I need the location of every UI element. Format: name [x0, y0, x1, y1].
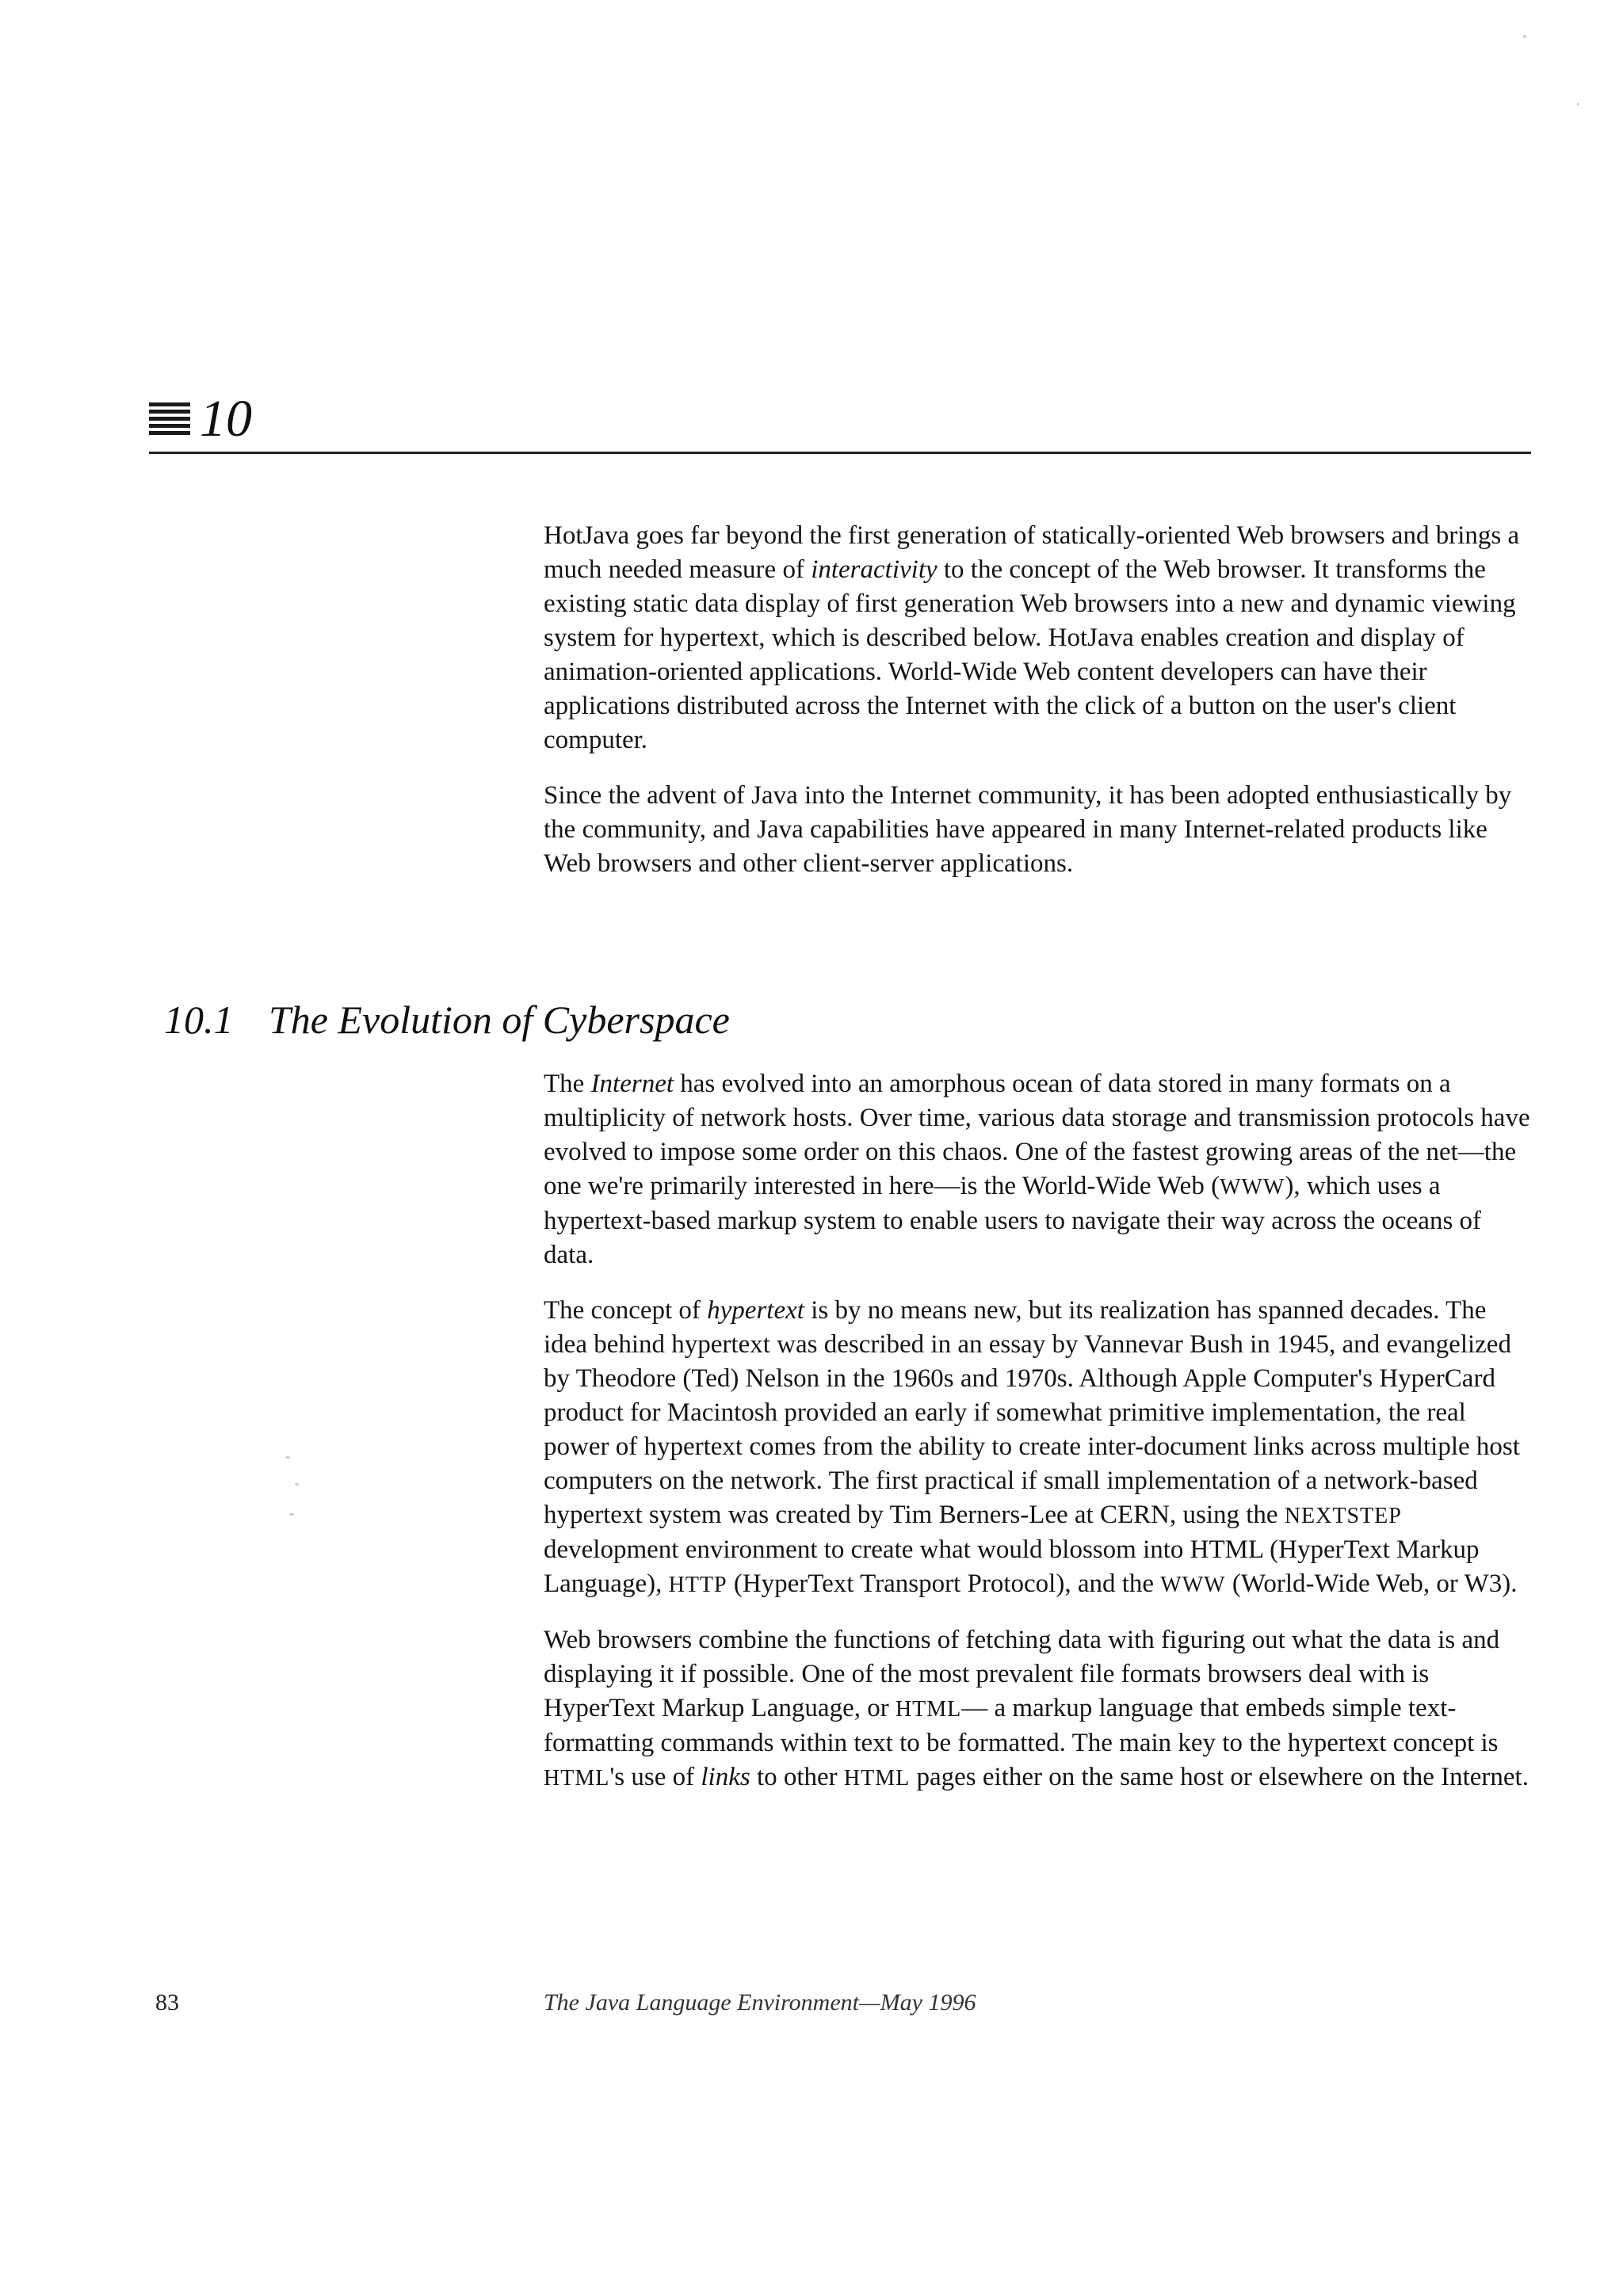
scan-speck [285, 1456, 290, 1459]
section-number: 10.1 [164, 997, 234, 1042]
section-title: The Evolution of Cyberspace [269, 997, 730, 1042]
section-paragraph-3: Web browsers combine the functions of fetching data with figuring out what the data is and displaying it if possible. One of the most prevalent file formats browsers deal with is HyperText Markup Language, or HTML— a markup language that embeds simple text-formatting commands within text to be formatted. The main key to the hypertext concept is HTML's use of links to other HTML pages either on the same host or elsewhere on the Internet. [544, 1626, 1529, 1791]
section-paragraph-2: The concept of hypertext is by no means new, but its realization has spanned decades. The idea behind hypertext was described in an essay by Vannevar Bush in 1945, and evangelized by Theodore (Ted) Nelson in the 1960s and 1970s. Although Apple Computer's HyperCard product for Macintosh provided an early if somewhat primitive implementation, the real power of hypertext comes from the ability to create inter-document links across multiple host computers on the network. The first practical if small implementation of a network-based hypertext system was created by Tim Berners-Lee at CERN, using the NEXTSTEP development environment to create what would blossom into HTML (HyperText Markup Language), HTTP (HyperText Transport Protocol), and the WWW (World-Wide Web, or W3). [544, 1296, 1520, 1598]
scan-speck [295, 1483, 299, 1486]
scan-speck [1577, 103, 1579, 105]
scan-speck [1523, 35, 1526, 38]
intro-paragraph-1: HotJava goes far beyond the first generation of statically-oriented Web browsers and brings a much needed measure of interactivity to the concept of the Web browser. It transforms the existing static data display of first generation Web browsers into a new and dynamic viewing system for hypertext, which is described below. HotJava enables creation and display of animation-oriented applications. World-Wide Web content developers can have their applications distributed across the Internet with the click of a button on the user's client computer. [544, 521, 1520, 754]
section-paragraph-1: The Internet has evolved into an amorphous ocean of data stored in many formats on a multiplicity of network hosts. Over time, various data storage and transmission protocols have evolved to impose some order on this chaos. One of the fastest growing areas of the net—the one we're primarily interested in here—is the World-Wide Web (WWW), which uses a hypertext-based markup system to enable users to navigate their way across the oceans of data. [544, 1070, 1530, 1269]
chapter-marker-icon [149, 402, 190, 437]
intro-text [544, 519, 1534, 881]
chapter-number: 10 [200, 390, 252, 448]
section-heading [164, 994, 730, 1045]
running-footer-title: The Java Language Environment—May 1996 [544, 1989, 976, 2016]
section-body [544, 1067, 1534, 1795]
scan-speck [289, 1513, 294, 1516]
page-number: 83 [155, 1989, 179, 2016]
chapter-header [149, 388, 1531, 454]
intro-paragraph-2: Since the advent of Java into the Internet community, it has been adopted enthusiastically by the community, and Java capabilities have appeared in many Internet-related products like Web browsers and other client-server applications. [544, 781, 1512, 878]
